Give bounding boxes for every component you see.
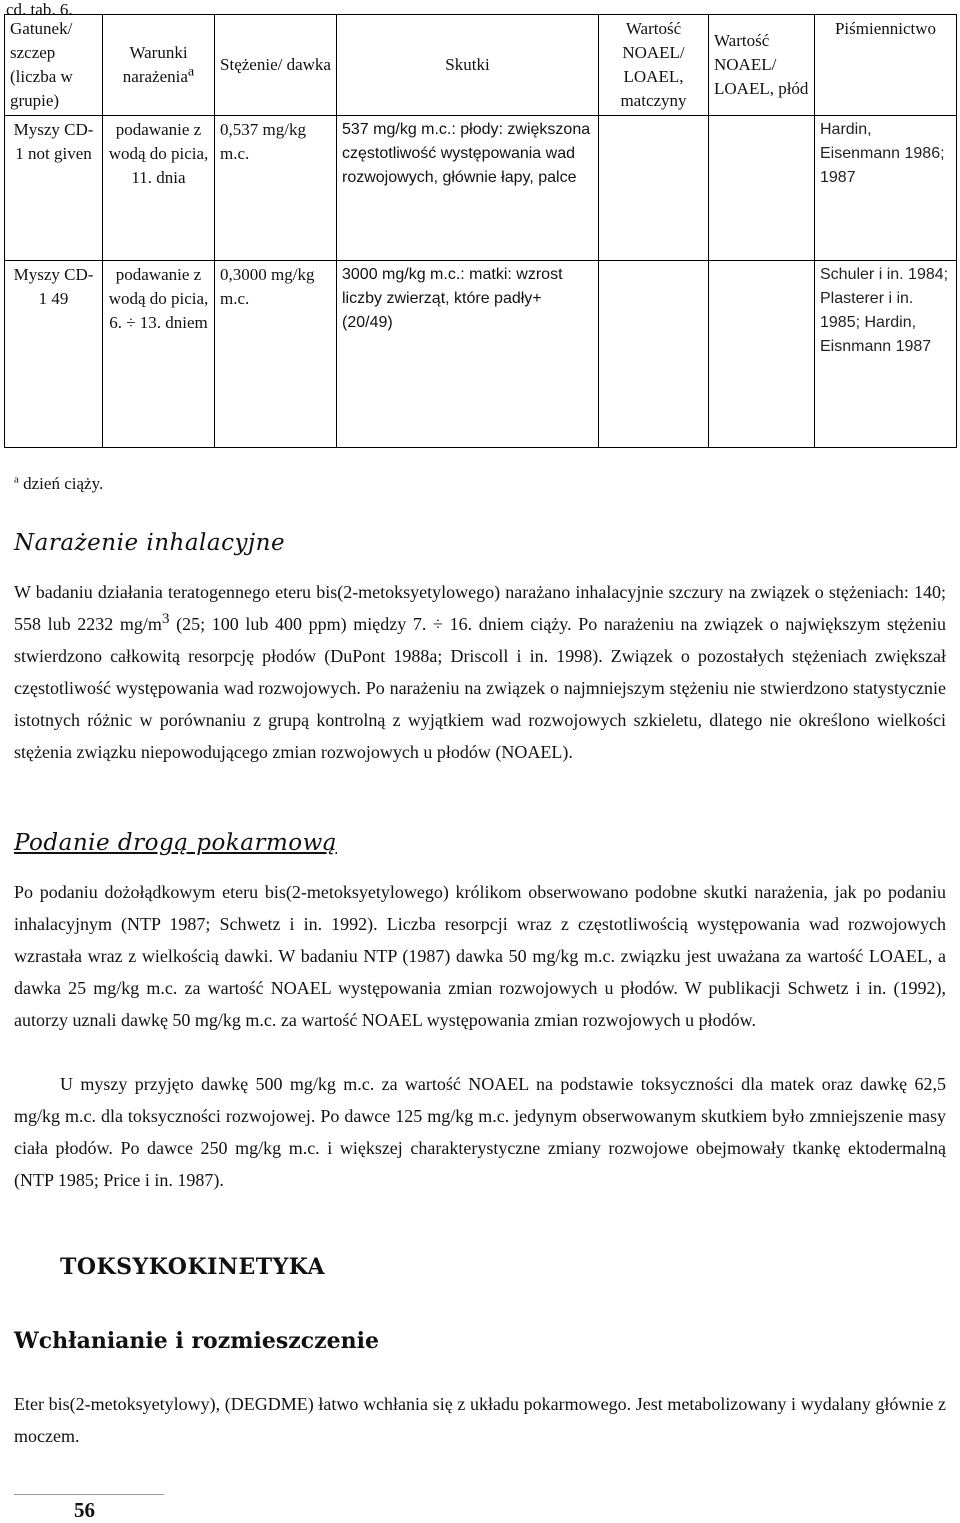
header-fetal: Wartość NOAEL/ LOAEL, płód [709, 15, 815, 116]
cell-effects: 537 mg/kg m.c.: płody: zwiększona częstotliwość występowania wad rozwojowych, głównie łapy, palce [337, 116, 599, 261]
cell-maternal [599, 261, 709, 448]
cell-maternal [599, 116, 709, 261]
cell-species: Myszy CD-1 not given [5, 116, 103, 261]
cell-species: Myszy CD-1 49 [5, 261, 103, 448]
section-title-inhalation: Narażenie inhalacyjne [14, 530, 286, 556]
cell-fetal [709, 116, 815, 261]
header-maternal: Wartość NOAEL/ LOAEL, matczyny [599, 15, 709, 116]
cell-refs: Schuler i in. 1984; Plasterer i in. 1985; Hardin, Eisnmann 1987 [815, 261, 957, 448]
header-effects: Skutki [337, 15, 599, 116]
cell-dose: 0,3000 mg/kg m.c. [215, 261, 337, 448]
table-footnote: $^a$ dzień ciąży. [14, 473, 104, 493]
header-refs: Piśmiennictwo [815, 15, 957, 116]
cell-conditions: podawanie z wodą do picia, 6. ÷ 13. dniem [103, 261, 215, 448]
header-species: Gatunek/ szczep (liczba w grupie) [5, 15, 103, 116]
paragraph-oral-1: Po podaniu dożołądkowym eteru bis(2-metoksyetylowego) królikom obserwowano podobne skutki narażenia, jak po podaniu inhalacyjnym (NTP 1987; Schwetz i in. 1992). Liczba resorpcji wraz z częstotliwością występowania wad rozwojowych wzrastała wraz z wielkością dawki. W badaniu NTP (1987) dawka 50 mg/kg m.c. związku jest uważana za wartość LOAEL, a dawka 25 mg/kg m.c. za wartość NOAEL występowania zmian rozwojowych u płodów. W publikacji Schwetz i in. (1992), autorzy uznali dawkę 50 mg/kg m.c. za wartość NOAEL występowania zmian rozwojowych u płodów. [14, 882, 946, 1030]
header-dose: Stężenie/ dawka [215, 15, 337, 116]
cell-effects: 3000 mg/kg m.c.: matki: wzrost liczby zwierząt, które padły+ (20/49) [337, 261, 599, 448]
cell-dose: 0,537 mg/kg m.c. [215, 116, 337, 261]
cell-conditions: podawanie z wodą do picia, 11. dnia [103, 116, 215, 261]
toxicity-table [4, 14, 957, 448]
page-footer-rule [14, 1494, 164, 1495]
table-row [5, 261, 957, 448]
cell-fetal [709, 261, 815, 448]
header-conditions: Warunki narażenia$^a$ [103, 15, 215, 116]
paragraph-oral-2: U myszy przyjęto dawkę 500 mg/kg m.c. za wartość NOAEL na podstawie toksyczności dla matek oraz dawkę 62,5 mg/kg m.c. dla toksyczności rozwojowej. Po dawce 125 mg/kg m.c. jedynym obserwowanym skutkiem było zmniejszenie masy ciała płodów. Po dawce 250 mg/kg m.c. i większej charakterystyczne zmiany rozwojowe obejmowały tkankę ektodermalną (NTP 1985; Price i in. 1987). [14, 1074, 946, 1190]
section-title-toxicokinetics: TOKSYKOKINETYKA [60, 1254, 326, 1280]
paragraph-absorption: Eter bis(2-metoksyetylowy), (DEGDME) łatwo wchłania się z układu pokarmowego. Jest metabolizowany i wydalany głównie z moczem. [14, 1394, 946, 1446]
paragraph-inhalation: W badaniu działania teratogennego eteru bis(2-metoksyetylowego) narażano inhalacyjnie szczury na związek o stężeniach: 140; 558 lub 2232 $mg/m^3$ (25; 100 lub 400 ppm) między 7. ÷ 16. dniem ciąży. Po narażeniu na związek o największym stężeniu stwierdzono całkowitą resorpcję płodów (DuPont 1988a; Driscoll i in. 1998). Związek o pozostałych stężeniach zwiększał częstotliwość występowania wad rozwojowych. Po narażeniu na związek o najmniejszym stężeniu nie stwierdzono statystycznie istotnych różnic w porównaniu z grupą kontrolną z wyjątkiem wad rozwojowych szkieletu, dlatego nie określono wielkości stężenia związku niepowodującego zmian rozwojowych u płodów (NOAEL). [14, 582, 946, 762]
table-continuation-label: cd. tab. 6. [6, 0, 73, 19]
table-header-row [5, 15, 957, 116]
subsection-title-absorption: Wchłanianie i rozmieszczenie [14, 1328, 379, 1354]
page-number: 56 [74, 1498, 95, 1522]
section-title-oral: Podanie drogą pokarmową [14, 830, 337, 856]
table-row [5, 116, 957, 261]
cell-refs: Hardin, Eisenmann 1986; 1987 [815, 116, 957, 261]
